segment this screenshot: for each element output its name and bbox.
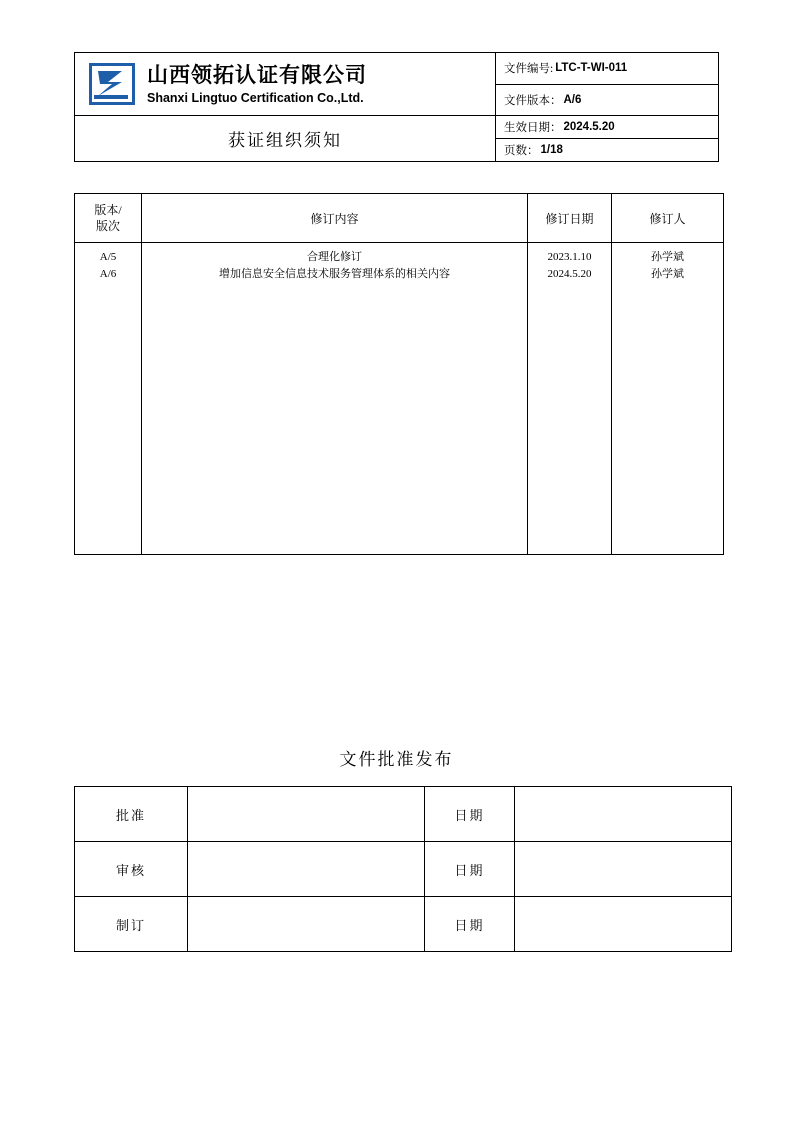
header-meta-bottom	[495, 116, 718, 161]
revision-history-table	[74, 193, 724, 555]
approval-date-value-approve[interactable]	[515, 787, 732, 842]
revision-content-column	[142, 243, 528, 555]
revision-date-column	[528, 243, 612, 555]
approval-row-review	[75, 842, 732, 897]
approval-label-review: 审核	[75, 842, 188, 897]
revision-content-1: 合理化修订	[307, 251, 362, 263]
doc-version-label: 文件版本：	[504, 94, 562, 107]
col-header-version-line1: 版本/	[94, 202, 122, 217]
document-header	[74, 52, 719, 162]
approval-row-approve	[75, 787, 732, 842]
col-header-date: 修订日期	[528, 194, 612, 243]
logo-mark	[92, 66, 132, 102]
page-count-label: 页数：	[504, 145, 539, 157]
page-count-value: 1/18	[540, 144, 563, 156]
revision-person-2: 孙学斌	[651, 268, 684, 281]
revision-version-column	[75, 243, 142, 555]
page-count-cell	[496, 138, 718, 161]
table-body-row	[75, 243, 724, 555]
approval-date-value-review[interactable]	[515, 842, 732, 897]
revision-date-1: 2023.1.10	[547, 251, 592, 263]
approval-row-draft	[75, 897, 732, 952]
revision-person-column	[612, 243, 724, 555]
header-meta-top	[495, 53, 718, 115]
approval-date-label-review: 日期	[425, 842, 515, 897]
col-header-content: 修订内容	[142, 194, 528, 243]
company-logo-icon	[89, 63, 135, 105]
revision-version-1: A/5	[99, 251, 117, 263]
table-header-row	[75, 194, 724, 243]
approval-date-value-draft[interactable]	[515, 897, 732, 952]
document-title: 获证组织须知	[228, 131, 342, 150]
revision-content-2: 增加信息安全信息技术服务管理体系的相关内容	[219, 268, 450, 281]
approval-signature-approve[interactable]	[188, 787, 425, 842]
effective-date-value: 2024.5.20	[563, 121, 615, 133]
col-header-version	[75, 194, 142, 243]
effective-date-cell	[496, 116, 718, 138]
doc-version-value: A/6	[563, 93, 582, 106]
doc-number-value: LTC-T-WI-011	[555, 62, 628, 75]
company-name-block	[147, 63, 367, 104]
approval-date-label-draft: 日期	[425, 897, 515, 952]
effective-date-label: 生效日期：	[504, 122, 562, 134]
header-bottom-row	[75, 115, 718, 161]
doc-number-cell	[496, 53, 718, 84]
approval-label-draft: 制订	[75, 897, 188, 952]
approval-table	[74, 786, 732, 952]
company-identity	[75, 53, 495, 115]
doc-version-cell	[496, 84, 718, 116]
approval-section-title: 文件批准发布	[339, 750, 454, 769]
approval-signature-draft[interactable]	[188, 897, 425, 952]
revision-person-1: 孙学斌	[651, 251, 684, 263]
approval-signature-review[interactable]	[188, 842, 425, 897]
header-top-row	[75, 53, 718, 115]
revision-date-2: 2024.5.20	[547, 268, 592, 281]
approval-label-approve: 批准	[75, 787, 188, 842]
doc-number-label: 文件编号:	[504, 63, 554, 76]
col-header-person: 修订人	[612, 194, 724, 243]
company-name-en: Shanxi Lingtuo Certification Co.,Ltd.	[147, 90, 364, 105]
col-header-version-line2: 版次	[95, 219, 120, 233]
approval-date-label-approve: 日期	[425, 787, 515, 842]
company-name-cn: 山西领拓认证有限公司	[147, 63, 367, 88]
revision-version-2: A/6	[99, 268, 117, 281]
